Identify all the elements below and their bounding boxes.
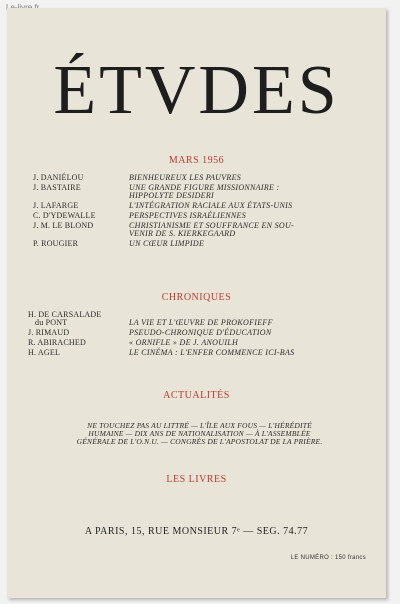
article-row (33, 202, 368, 210)
publisher-address: A PARIS, 15, RUE MONSIEUR 7ᵉ — SEG. 74.77 (84, 526, 309, 537)
magazine-title: ÉTVDES (53, 52, 340, 129)
article-row-continued (33, 230, 368, 238)
article-author: J. LAFARGE (33, 201, 79, 210)
articles-list (33, 174, 368, 250)
article-title: UNE GRANDE FIGURE MISSIONNAIRE : (129, 183, 280, 192)
magazine-cover (7, 8, 386, 598)
article-row-continued (33, 192, 368, 200)
article-title-continued: VENIR DE S. KIERKEGAARD (129, 229, 236, 238)
chronique-row (28, 329, 368, 337)
article-author: P. ROUGIER (33, 239, 79, 248)
article-title: PERSPECTIVES ISRAÉLIENNES (129, 211, 247, 220)
actualites-heading: ACTUALITÉS (163, 390, 230, 401)
article-title: UN CŒUR LIMPIDE (129, 239, 205, 248)
chronique-row (28, 349, 368, 357)
chronique-title: LE CINÉMA : L'ENFER COMMENCE ICI-BAS (129, 348, 295, 357)
article-title: L'INTÉGRATION RACIALE AUX ÉTATS-UNIS (129, 201, 293, 210)
article-author: J. BASTAIRE (33, 183, 81, 192)
chronique-title: PSEUDO-CHRONIQUE D'ÉDUCATION (129, 328, 272, 337)
issue-date: MARS 1956 (168, 155, 225, 166)
actualites-line: GÉNÉRALE DE L'O.N.U. — CONGRÈS DE L'APOSTOLAT DE LA PRIÈRE. (76, 437, 323, 446)
article-author: C. D'YDEWALLE (33, 211, 96, 220)
issue-price: LE NUMÉRO : 150 francs (290, 555, 366, 561)
chronique-title: « ORNIFLE » DE J. ANOUILH (129, 338, 239, 347)
article-author: J. M. LE BLOND (33, 221, 94, 230)
actualites-text (47, 422, 352, 446)
chronique-row (28, 319, 368, 327)
actualites-line: HUMAINE — DIX ANS DE NATIONALISATION — À L'ASSEMBLÉE (88, 429, 311, 438)
article-row (33, 174, 368, 182)
article-title: BIENHEUREUX LES PAUVRES (129, 173, 242, 182)
chroniques-heading: CHRONIQUES (161, 292, 232, 303)
chronique-title: LA VIE ET L'ŒUVRE DE PROKOFIEFF (129, 318, 273, 327)
article-row (33, 212, 368, 220)
article-title: CHRISTIANISME ET SOUFFRANCE EN SOU- (129, 221, 295, 230)
actualites-line: NE TOUCHEZ PAS AU LITTRÉ — L'ÎLE AUX FOUS — L'HÉRÉDITÉ (87, 421, 312, 430)
article-row (33, 240, 368, 248)
chronique-author: R. ABIRACHED (28, 338, 86, 347)
chronique-author: J. RIMAUD (28, 328, 70, 337)
chronique-author: H. AGEL (28, 348, 61, 357)
article-title-continued: HIPPOLYTE DESIDERI (129, 191, 215, 200)
chronique-row (28, 339, 368, 347)
article-author: J. DANIÉLOU (33, 173, 84, 182)
chronique-author-continued: du PONT (35, 318, 68, 327)
chronique-author: H. DE CARSALADE (28, 310, 102, 319)
livres-heading: LES LIVRES (166, 474, 227, 485)
chroniques-list (28, 311, 368, 359)
